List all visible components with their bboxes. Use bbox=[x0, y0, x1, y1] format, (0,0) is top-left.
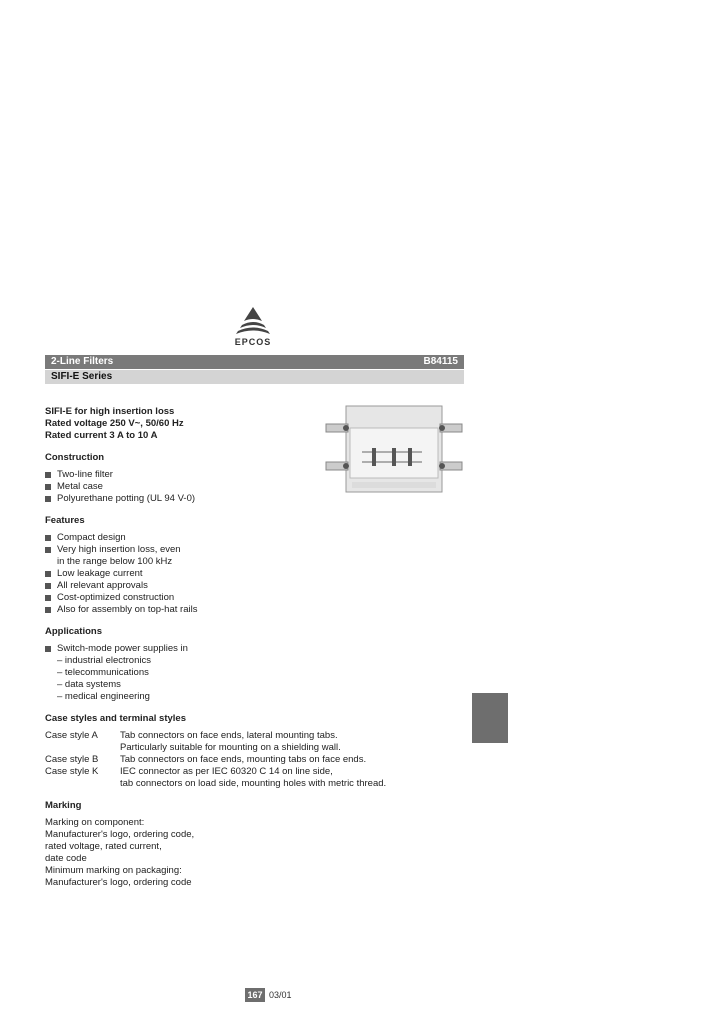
category-title: 2-Line Filters bbox=[51, 356, 114, 367]
brand-name: EPCOS bbox=[234, 337, 272, 347]
applications-sublist bbox=[45, 655, 465, 703]
sub-item: – data systems bbox=[57, 679, 121, 690]
marking-block bbox=[45, 817, 465, 889]
construction-list bbox=[45, 469, 465, 505]
category-bar bbox=[45, 355, 464, 369]
list-item: Also for assembly on top-hat rails bbox=[45, 604, 465, 616]
case-style-desc bbox=[120, 754, 465, 766]
case-style-row bbox=[45, 754, 465, 766]
case-style-desc bbox=[120, 730, 465, 754]
marking-line: Minimum marking on packaging: bbox=[45, 865, 182, 876]
desc-line: Tab connectors on face ends, mounting tabs on face ends. bbox=[120, 754, 367, 765]
construction-heading: Construction bbox=[45, 452, 105, 463]
intro-line: Rated current 3 A to 10 A bbox=[45, 430, 158, 441]
marking-line: Marking on component: bbox=[45, 817, 145, 828]
case-styles-heading: Case styles and terminal styles bbox=[45, 713, 186, 724]
list-item: Compact design bbox=[45, 532, 465, 544]
features-list bbox=[45, 532, 465, 616]
intro-line: SIFI-E for high insertion loss bbox=[45, 406, 175, 417]
list-item: Polyurethane potting (UL 94 V-0) bbox=[45, 493, 465, 505]
marking-line: rated voltage, rated current, bbox=[45, 841, 162, 852]
case-style-desc bbox=[120, 766, 465, 790]
case-style-key: Case style K bbox=[45, 766, 99, 777]
list-item bbox=[45, 544, 465, 568]
case-style-row bbox=[45, 730, 465, 754]
intro-line: Rated voltage 250 V~, 50/60 Hz bbox=[45, 418, 184, 429]
case-style-row bbox=[45, 766, 465, 790]
applications-list bbox=[45, 643, 465, 655]
applications-heading: Applications bbox=[45, 626, 103, 637]
case-style-key: Case style A bbox=[45, 730, 98, 741]
desc-line: IEC connector as per IEC 60320 C 14 on line side, bbox=[120, 766, 333, 777]
page-date: 03/01 bbox=[269, 990, 292, 1000]
list-item: Cost-optimized construction bbox=[45, 592, 465, 604]
list-item: Switch-mode power supplies in bbox=[45, 643, 465, 655]
main-content bbox=[45, 406, 465, 889]
marking-line: Manufacturer's logo, ordering code bbox=[45, 877, 192, 888]
case-style-key: Case style B bbox=[45, 754, 99, 765]
section-tab bbox=[472, 693, 508, 743]
epcos-logo bbox=[228, 305, 278, 349]
list-item: Metal case bbox=[45, 481, 465, 493]
sub-item: – telecommunications bbox=[57, 667, 149, 678]
marking-line: date code bbox=[45, 853, 87, 864]
desc-line: Particularly suitable for mounting on a shielding wall. bbox=[120, 742, 341, 753]
series-bar bbox=[45, 370, 464, 384]
page-number: 167 bbox=[245, 988, 265, 1002]
intro-block bbox=[45, 406, 465, 442]
part-number: B84115 bbox=[423, 356, 458, 367]
features-heading: Features bbox=[45, 515, 85, 526]
marking-heading: Marking bbox=[45, 800, 82, 811]
marking-line: Manufacturer's logo, ordering code, bbox=[45, 829, 195, 840]
list-item-continuation: in the range below 100 kHz bbox=[57, 556, 173, 567]
case-styles-table bbox=[45, 730, 465, 790]
list-item: Low leakage current bbox=[45, 568, 465, 580]
desc-line: tab connectors on load side, mounting holes with metric thread. bbox=[120, 778, 387, 789]
epcos-logo-icon bbox=[228, 305, 278, 337]
sub-item: – medical engineering bbox=[57, 691, 150, 702]
sub-item: – industrial electronics bbox=[57, 655, 151, 666]
list-item-text: Very high insertion loss, even bbox=[57, 544, 181, 555]
list-item: All relevant approvals bbox=[45, 580, 465, 592]
series-title: SIFI-E Series bbox=[51, 371, 113, 382]
list-item: Two-line filter bbox=[45, 469, 465, 481]
desc-line: Tab connectors on face ends, lateral mounting tabs. bbox=[120, 730, 338, 741]
